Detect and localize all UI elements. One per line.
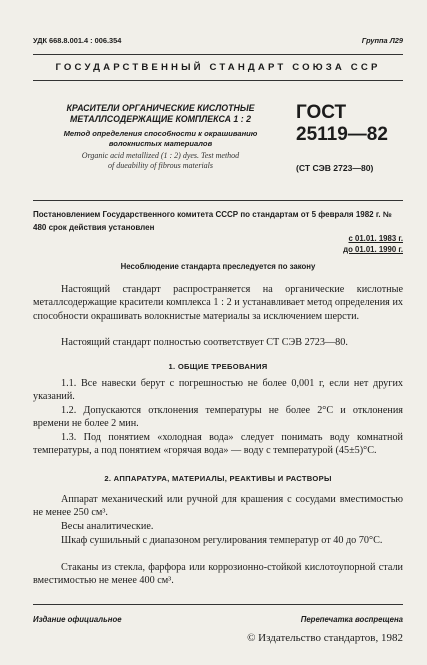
- gost-number: 25119—82: [296, 124, 388, 145]
- title-english-line2: of dueability of fibrous materials: [107, 161, 214, 170]
- noncompliance-notice: Несоблюдение стандарта преследуется по закону: [120, 262, 316, 271]
- state-standard-banner: ГОСУДАРСТВЕННЫЙ СТАНДАРТ СОЮЗА ССР: [55, 62, 381, 73]
- section-2-paragraph-4: Стаканы из стекла, фарфора или коррозионно-стойкой кислотоупорной стали вместимостью не менее 400 см³.: [33, 562, 403, 587]
- udk-code: УДК 668.8.001.4 : 006.354: [33, 36, 122, 45]
- section-2-title: 2. АППАРАТУРА, МАТЕРИАЛЫ, РЕАКТИВЫ И РАСТВОРЫ: [104, 474, 332, 483]
- official-edition-label: Издание официальное: [33, 615, 122, 624]
- intro-paragraph-2: Настоящий стандарт полностью соответствует СТ СЭВ 2723—80.: [61, 337, 348, 348]
- section-1-paragraph-1: 1.1. Все навески берут с погрешностью не более 0,001 г, если нет других указаний.: [33, 378, 403, 403]
- reprint-prohibited-label: Перепечатка воспрещена: [300, 615, 403, 624]
- gost-label: ГОСТ: [296, 102, 347, 123]
- title-method-line2: волокнистых материалов: [108, 138, 213, 148]
- section-1-paragraph-3: 1.3. Под понятием «холодная вода» следует понимать воду комнатной температуры, а под понятием «горячая вода» — воду с температурой (45±5)°С.: [33, 432, 403, 457]
- section-2-paragraph-3: Шкаф сушильный с диапазоном регулирования температур от 40 до 70°С.: [61, 535, 383, 546]
- validity-date-from: с 01.01. 1983 г.: [348, 234, 403, 243]
- title-english-line1: Organic acid metallized (1 : 2) dyes. Test method: [81, 151, 240, 160]
- st-sev-reference: (СТ СЭВ 2723—80): [296, 163, 374, 173]
- section-1-title: 1. ОБЩИЕ ТРЕБОВАНИЯ: [168, 362, 268, 371]
- validity-date-to: до 01.01. 1990 г.: [343, 245, 403, 254]
- decree-text: Постановлением Государственного комитета СССР по стандартам от 5 февраля 1982 г. № 480 срок действия установлен: [33, 210, 392, 232]
- footer-rule: [33, 604, 403, 605]
- decree-rule: [33, 200, 403, 201]
- title-block: [33, 103, 288, 171]
- section-2-paragraph-1: Аппарат механический или ручной для крашения с сосудами вместимостью не менее 250 см³.: [33, 494, 403, 519]
- header-rule-top: [33, 54, 403, 55]
- group-code: Группа Л29: [361, 36, 403, 45]
- title-main-line1: КРАСИТЕЛИ ОРГАНИЧЕСКИЕ КИСЛОТНЫЕ: [66, 103, 255, 113]
- title-main-line2: МЕТАЛЛСОДЕРЖАЩИЕ КОМПЛЕКСА 1 : 2: [70, 114, 251, 124]
- intro-paragraph-1: Настоящий стандарт распространяется на органические кислотные металлсодержащие красители комплекса 1 : 2 и устанавливает метод определения их способности окрашивать волокнистые материалы за исключением шерсти.: [33, 284, 403, 322]
- publisher-copyright: © Издательство стандартов, 1982: [247, 632, 403, 644]
- section-1-paragraph-2: 1.2. Допускаются отклонения температуры не более 2°С и отклонения времени не более 2 мин.: [33, 405, 403, 430]
- title-method-line1: Метод определения способности к окрашиванию: [63, 129, 258, 138]
- section-2-paragraph-2: Весы аналитические.: [61, 521, 154, 532]
- header-rule-bottom: [33, 80, 403, 81]
